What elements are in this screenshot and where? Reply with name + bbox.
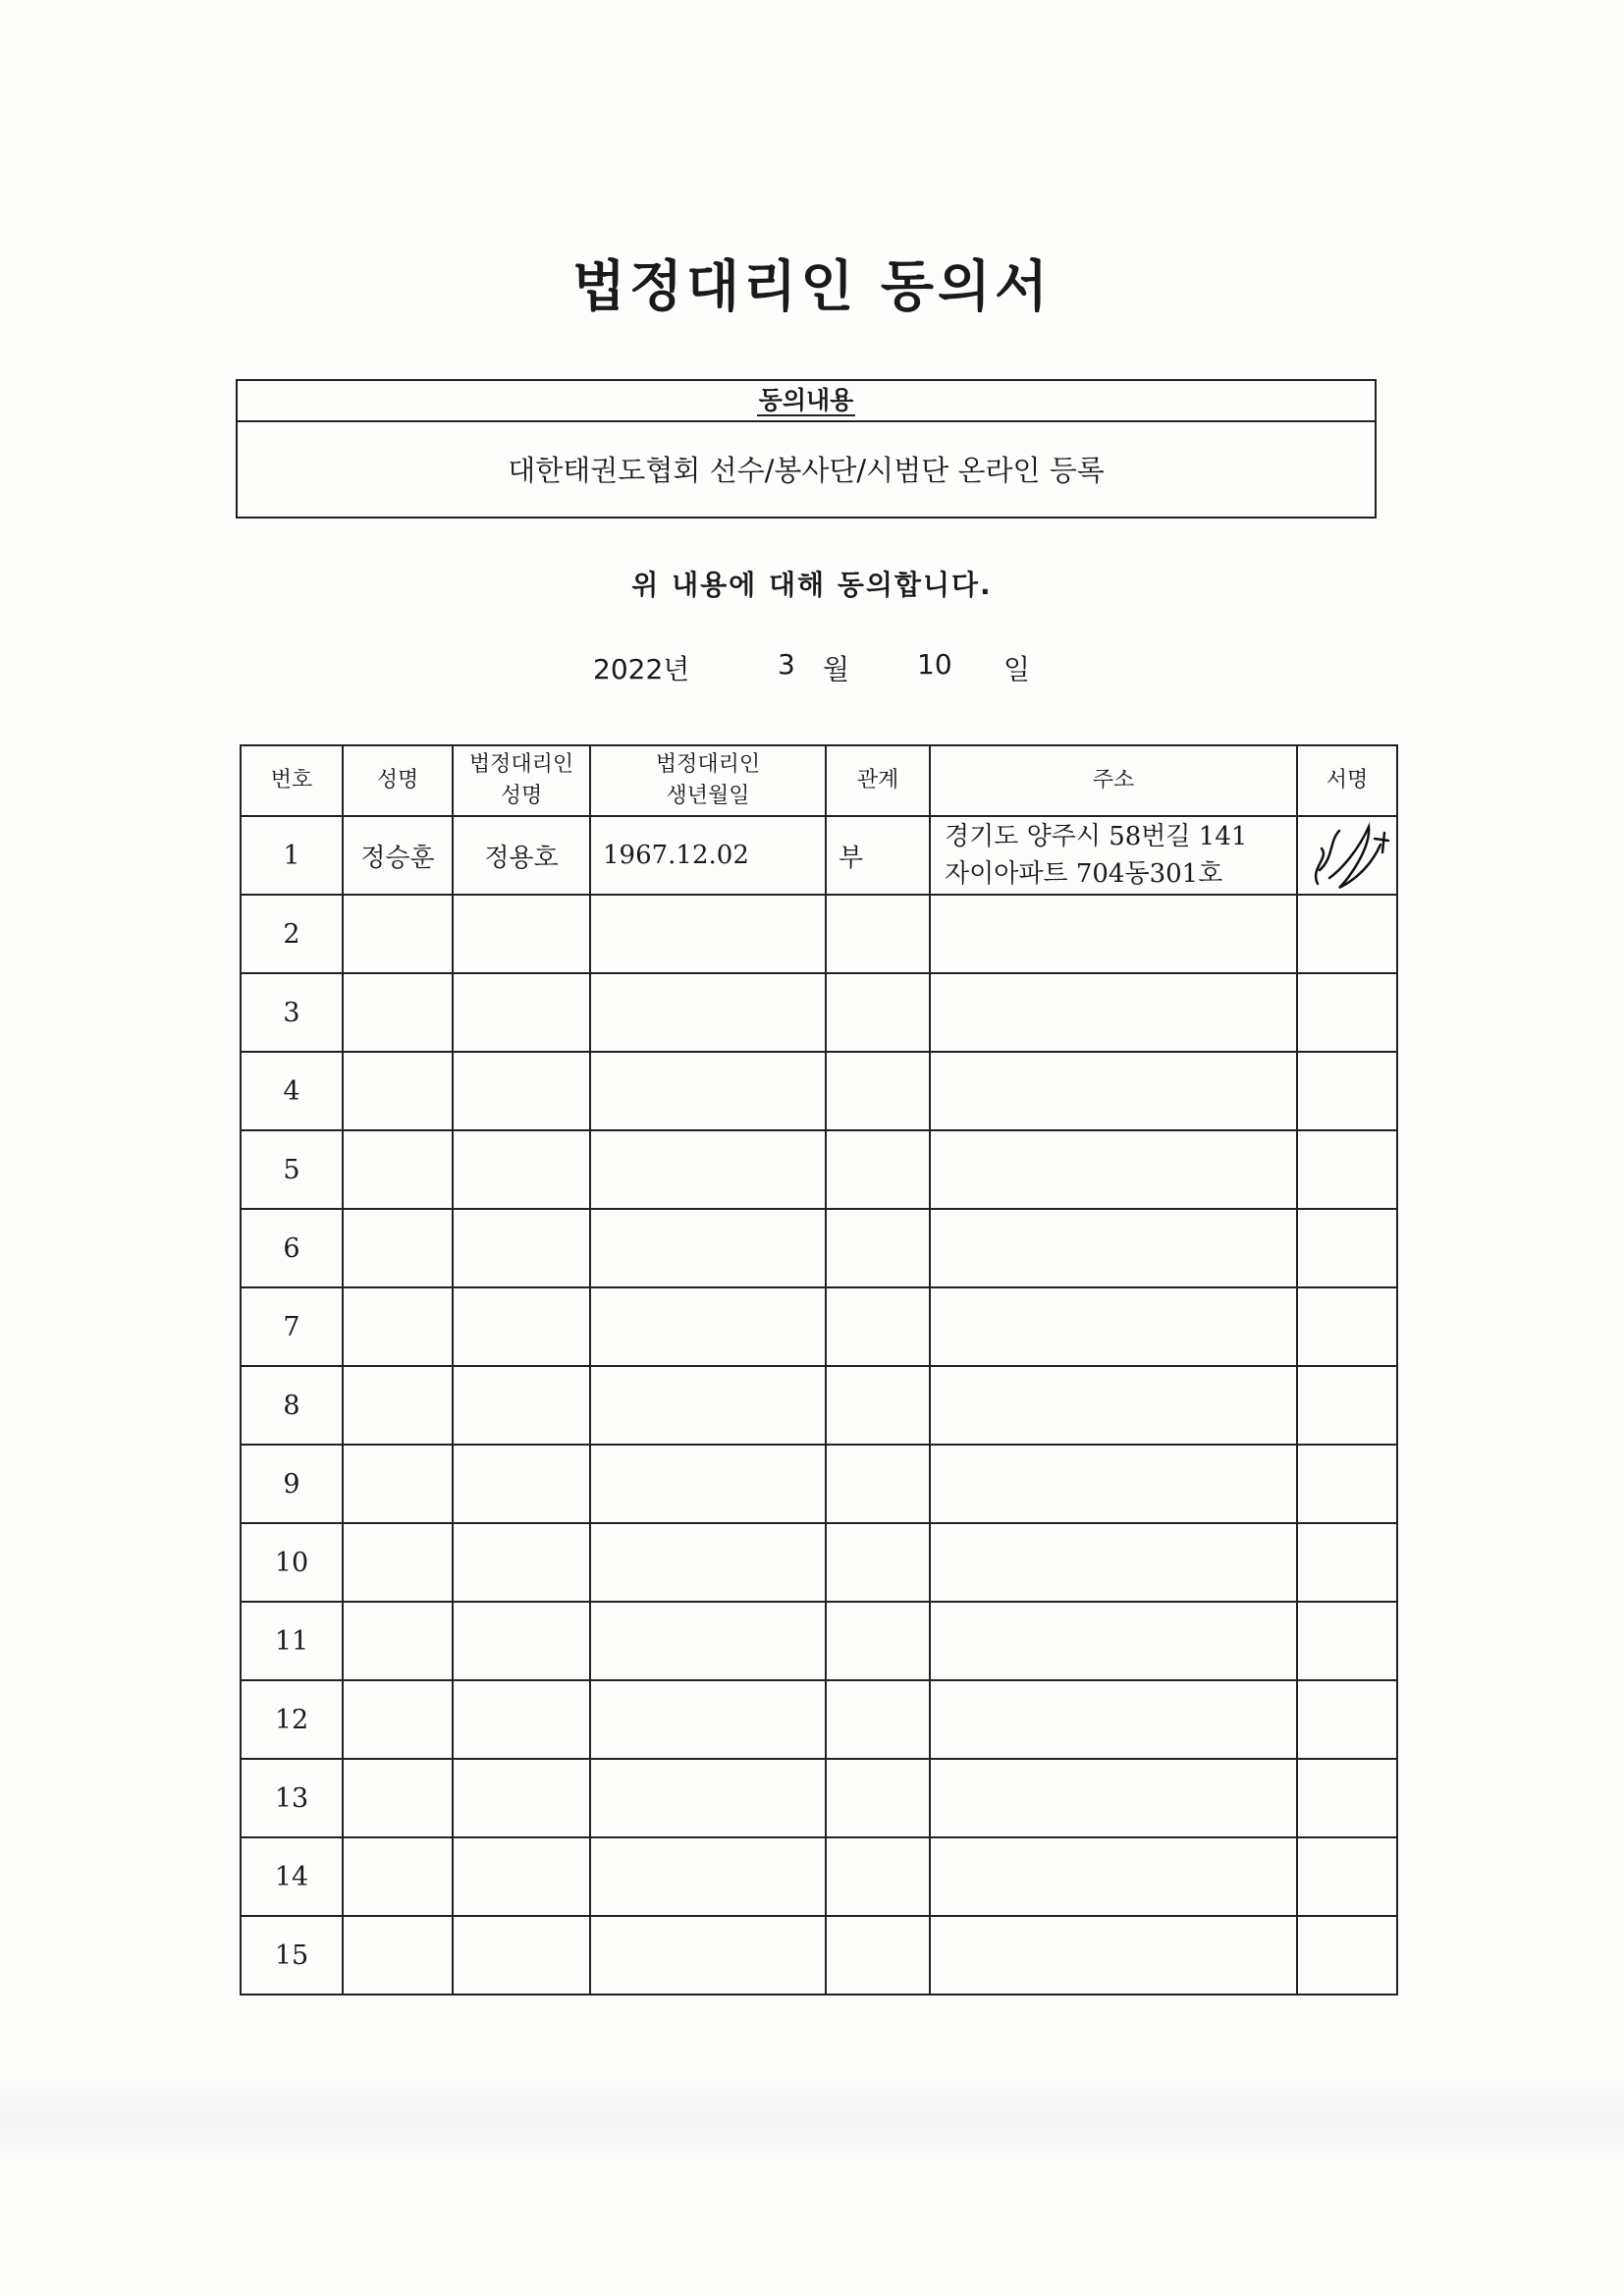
row-number: 15 (241, 1916, 343, 1995)
empty-cell (826, 1523, 930, 1602)
empty-cell (343, 1130, 453, 1209)
empty-cell (1297, 1209, 1397, 1287)
empty-cell (590, 1130, 826, 1209)
empty-cell (826, 1445, 930, 1523)
empty-cell (826, 1680, 930, 1759)
guardian-table (240, 744, 1398, 1995)
row-number: 5 (241, 1130, 343, 1209)
empty-cell (343, 1052, 453, 1130)
empty-cell (930, 1130, 1297, 1209)
empty-cell (1297, 895, 1397, 973)
row-relation: 부 (826, 816, 930, 895)
header-guardian-name-line1: 법정대리인 (468, 752, 574, 777)
row-number: 7 (241, 1287, 343, 1366)
empty-cell (343, 1445, 453, 1523)
empty-cell (343, 1680, 453, 1759)
consent-content: 대한태권도협회 선수/봉사단/시범단 온라인 등록 (508, 454, 1105, 487)
empty-cell (826, 1366, 930, 1445)
empty-cell (590, 1837, 826, 1916)
empty-cell (590, 973, 826, 1052)
row-guardian-birth: 1967.12.02 (590, 816, 826, 895)
empty-cell (453, 1209, 590, 1287)
empty-cell (1297, 1445, 1397, 1523)
consent-header (238, 381, 1375, 422)
row-number: 13 (241, 1759, 343, 1837)
empty-cell (453, 1916, 590, 1995)
empty-cell (343, 1837, 453, 1916)
empty-cell (590, 1602, 826, 1680)
empty-cell (343, 895, 453, 973)
empty-cell (826, 973, 930, 1052)
empty-cell (1297, 1052, 1397, 1130)
empty-cell (826, 1130, 930, 1209)
empty-cell (1297, 1287, 1397, 1366)
empty-cell (453, 1445, 590, 1523)
empty-cell (930, 1680, 1297, 1759)
empty-cell (453, 1523, 590, 1602)
empty-cell (590, 1523, 826, 1602)
date-day-label: 일 (1003, 653, 1031, 685)
header-guardian-birth-line1: 법정대리인 (655, 752, 761, 777)
header-guardian-name-line2: 성명 (500, 784, 543, 808)
table-row (241, 1523, 1397, 1602)
date-month-label: 월 (823, 653, 850, 685)
document-title: 법정대리인 동의서 (571, 255, 1053, 319)
empty-cell (590, 1366, 826, 1445)
row-name: 정승훈 (343, 816, 453, 895)
header-name: 성명 (343, 745, 453, 816)
empty-cell (826, 1837, 930, 1916)
empty-cell (590, 1680, 826, 1759)
empty-cell (590, 1287, 826, 1366)
empty-cell (930, 1602, 1297, 1680)
row-number: 10 (241, 1523, 343, 1602)
table-row (241, 1680, 1397, 1759)
consent-header-label: 동의내용 (758, 386, 854, 414)
row-number: 14 (241, 1837, 343, 1916)
empty-cell (1297, 1837, 1397, 1916)
empty-cell (1297, 1680, 1397, 1759)
empty-cell (453, 1130, 590, 1209)
table-header-row (241, 745, 1397, 816)
empty-cell (930, 1287, 1297, 1366)
table-row (241, 1130, 1397, 1209)
empty-cell (826, 1287, 930, 1366)
empty-cell (826, 1916, 930, 1995)
empty-cell (1297, 1602, 1397, 1680)
scan-shade (0, 2082, 1624, 2160)
empty-cell (930, 1445, 1297, 1523)
empty-cell (453, 1287, 590, 1366)
empty-cell (343, 1287, 453, 1366)
empty-cell (930, 1523, 1297, 1602)
empty-cell (930, 1209, 1297, 1287)
table-row (241, 1287, 1397, 1366)
table-row (241, 1759, 1397, 1837)
header-relation: 관계 (826, 745, 930, 816)
row-number: 8 (241, 1366, 343, 1445)
date-day-value: 10 (917, 648, 952, 681)
empty-cell (590, 1445, 826, 1523)
empty-cell (590, 1052, 826, 1130)
agreement-statement: 위 내용에 대해 동의합니다. (631, 569, 993, 601)
header-signature: 서명 (1297, 745, 1397, 816)
row-number: 1 (241, 816, 343, 895)
empty-cell (826, 895, 930, 973)
empty-cell (930, 973, 1297, 1052)
empty-cell (453, 973, 590, 1052)
row-address-line1: 경기도 양주시 58번길 141 (945, 822, 1248, 851)
table-row (241, 1602, 1397, 1680)
empty-cell (930, 1759, 1297, 1837)
empty-cell (343, 1916, 453, 1995)
header-number: 번호 (241, 745, 343, 816)
table-row (241, 816, 1397, 895)
row-number: 6 (241, 1209, 343, 1287)
empty-cell (1297, 1759, 1397, 1837)
empty-cell (826, 1052, 930, 1130)
empty-cell (930, 1837, 1297, 1916)
empty-cell (453, 1052, 590, 1130)
table-row (241, 1916, 1397, 1995)
empty-cell (826, 1209, 930, 1287)
table-row (241, 1209, 1397, 1287)
table-row (241, 1366, 1397, 1445)
empty-cell (453, 1602, 590, 1680)
empty-cell (453, 1680, 590, 1759)
empty-cell (590, 895, 826, 973)
row-address-line2: 자이아파트 704동301호 (945, 859, 1223, 889)
row-guardian-name: 정용호 (453, 816, 590, 895)
empty-cell (343, 1759, 453, 1837)
table-row (241, 1837, 1397, 1916)
empty-cell (930, 1052, 1297, 1130)
empty-cell (930, 1916, 1297, 1995)
empty-cell (453, 1366, 590, 1445)
empty-cell (1297, 973, 1397, 1052)
empty-cell (343, 1209, 453, 1287)
handwritten-signature (1300, 819, 1394, 892)
empty-cell (826, 1602, 930, 1680)
empty-cell (343, 973, 453, 1052)
empty-cell (343, 1602, 453, 1680)
table-row (241, 1445, 1397, 1523)
empty-cell (1297, 1366, 1397, 1445)
row-signature (1297, 816, 1397, 895)
date-month-value: 3 (778, 648, 795, 681)
guardian-table-wrap (240, 744, 1396, 1995)
empty-cell (590, 1759, 826, 1837)
row-number: 9 (241, 1445, 343, 1523)
row-number: 4 (241, 1052, 343, 1130)
row-number: 11 (241, 1602, 343, 1680)
table-row (241, 973, 1397, 1052)
header-address: 주소 (930, 745, 1297, 816)
consent-box (236, 379, 1377, 519)
empty-cell (1297, 1916, 1397, 1995)
empty-cell (930, 1366, 1297, 1445)
table-row (241, 1052, 1397, 1130)
empty-cell (590, 1209, 826, 1287)
table-row (241, 895, 1397, 973)
empty-cell (453, 1759, 590, 1837)
empty-cell (826, 1759, 930, 1837)
empty-cell (453, 1837, 590, 1916)
row-address (930, 816, 1297, 895)
empty-cell (343, 1366, 453, 1445)
empty-cell (453, 895, 590, 973)
empty-cell (590, 1916, 826, 1995)
header-guardian-birth (590, 745, 826, 816)
row-number: 3 (241, 973, 343, 1052)
header-guardian-birth-line2: 생년월일 (666, 784, 750, 808)
row-number: 2 (241, 895, 343, 973)
empty-cell (1297, 1130, 1397, 1209)
date-year: 2022년 (593, 653, 690, 685)
empty-cell (930, 895, 1297, 973)
empty-cell (1297, 1523, 1397, 1602)
header-guardian-name (453, 745, 590, 816)
row-number: 12 (241, 1680, 343, 1759)
empty-cell (343, 1523, 453, 1602)
